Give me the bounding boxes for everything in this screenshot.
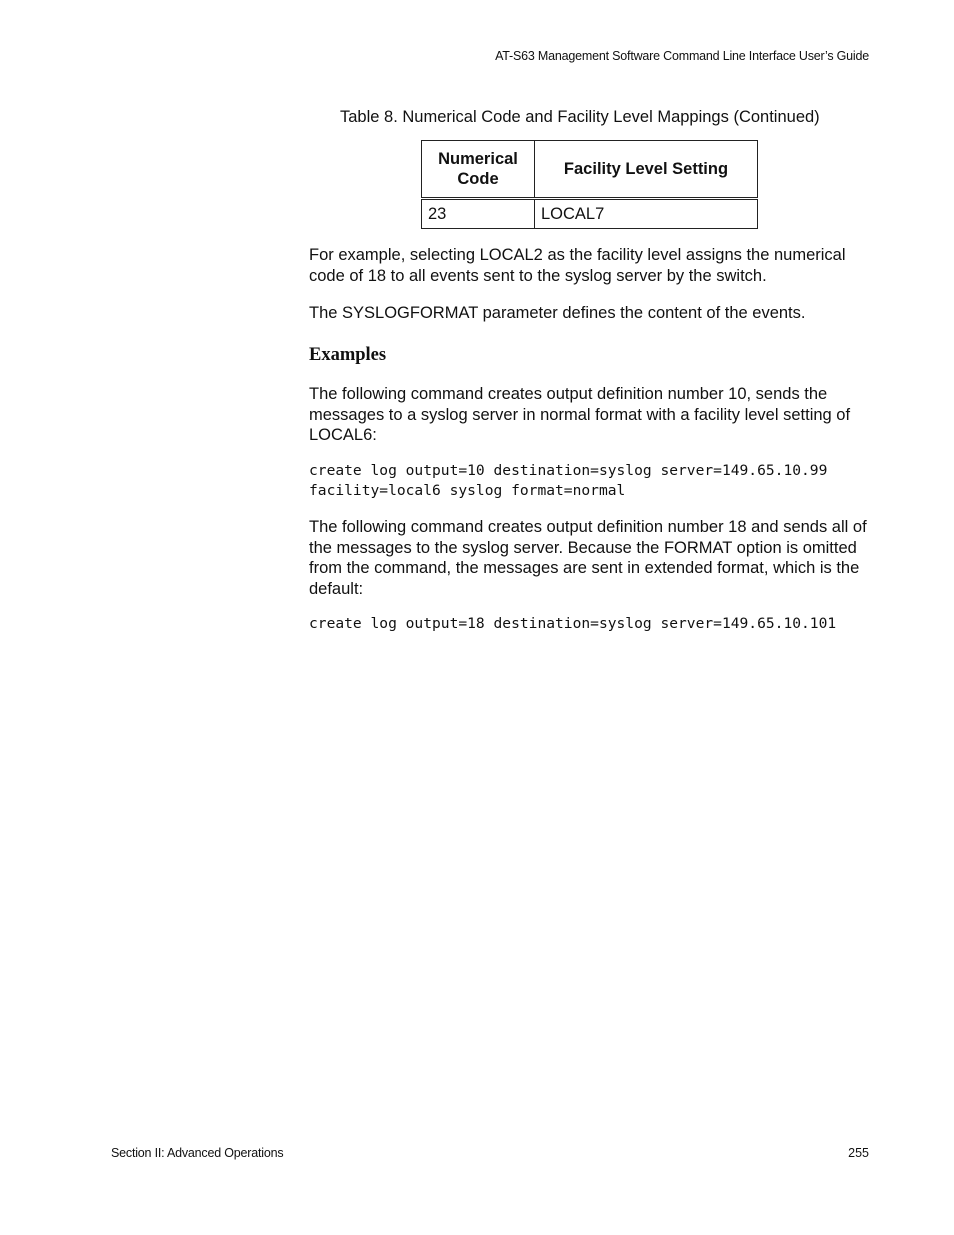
column-header-facility-level: Facility Level Setting	[535, 141, 758, 199]
paragraph-example-10: The following command creates output definition number 10, sends the messages to a syslog server in normal format with a facility level setting of LOCAL6:	[309, 385, 851, 444]
code-line: create log output=18 destination=syslog server=149.65.10.101	[309, 615, 837, 632]
paragraph-syslogformat: The SYSLOGFORMAT parameter defines the content of the events.	[309, 304, 806, 322]
table-row	[422, 199, 758, 229]
paragraph-local2-example: For example, selecting LOCAL2 as the facility level assigns the numerical code of 18 to all events sent to the syslog server by the switch.	[309, 246, 846, 285]
footer-section-title: Section II: Advanced Operations	[111, 1146, 284, 1160]
table-caption: Table 8. Numerical Code and Facility Level Mappings (Continued)	[340, 108, 820, 126]
section-heading-examples: Examples	[309, 345, 387, 365]
column-header-numerical-code: Numerical Code	[422, 141, 535, 199]
cell-facility-level: LOCAL7	[535, 199, 758, 229]
cell-numerical-code: 23	[422, 199, 535, 229]
code-block-example-18	[309, 614, 879, 634]
running-header: AT-S63 Management Software Command Line Interface User’s Guide	[495, 49, 869, 63]
code-block-example-10	[309, 461, 879, 500]
footer-page-number: 255	[848, 1146, 869, 1160]
code-line: create log output=10 destination=syslog server=149.65.10.99	[309, 462, 828, 479]
facility-mapping-table	[421, 140, 758, 229]
paragraph-example-18: The following command creates output definition number 18 and sends all of the messages to the syslog server. Because the FORMAT option is omitted from the command, the messages are sent in extended format, which is the default:	[309, 518, 867, 598]
table-header-row	[422, 141, 758, 199]
code-line: facility=local6 syslog format=normal	[309, 481, 626, 499]
